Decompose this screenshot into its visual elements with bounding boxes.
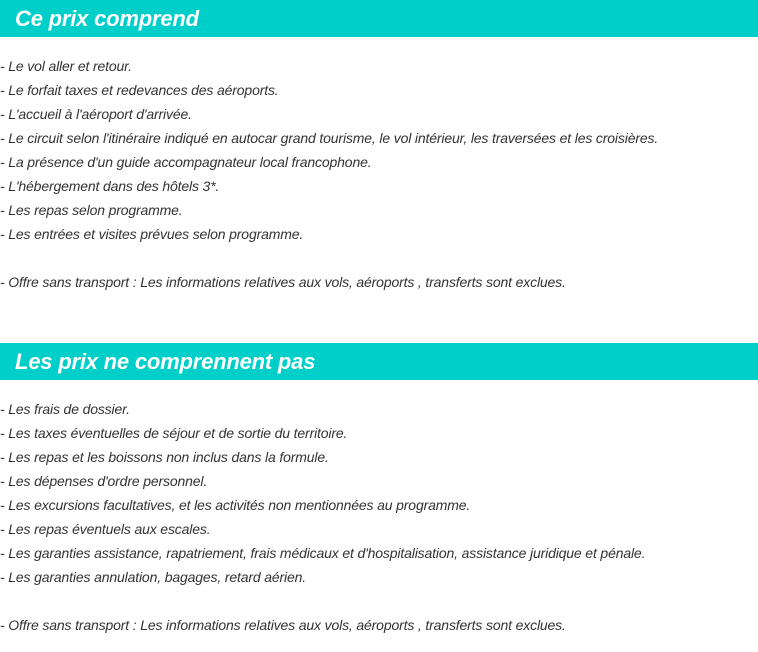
includes-list-item: - Les repas selon programme. xyxy=(0,202,183,218)
includes-transport-note: - Offre sans transport : Les informations relatives aux vols, aéroports , transferts sont exclues. xyxy=(0,274,566,290)
excludes-list-item: - Les repas éventuels aux escales. xyxy=(0,521,211,537)
includes-list-item: - Le circuit selon l'itinéraire indiqué en autocar grand tourisme, le vol intérieur, les traversées et les croisières. xyxy=(0,130,659,146)
includes-list-item: - Le forfait taxes et redevances des aéroports. xyxy=(0,82,279,98)
excludes-list-item: - Les garanties assistance, rapatriement, frais médicaux et d'hospitalisation, assistance juridique et pénale. xyxy=(0,545,646,561)
excludes-list-item: - Les garanties annulation, bagages, retard aérien. xyxy=(0,569,307,585)
includes-list-item: - La présence d'un guide accompagnateur local francophone. xyxy=(0,154,372,170)
includes-list-item: - Le vol aller et retour. xyxy=(0,58,132,74)
excludes-list-item: - Les frais de dossier. xyxy=(0,401,130,417)
excludes-section-header xyxy=(0,343,758,380)
includes-list-item: - L'accueil à l'aéroport d'arrivée. xyxy=(0,106,192,122)
includes-list-item: - Les entrées et visites prévues selon programme. xyxy=(0,226,304,242)
includes-section-title: Ce prix comprend xyxy=(15,6,199,31)
excludes-list-item: - Les dépenses d'ordre personnel. xyxy=(0,473,208,489)
excludes-section-title: Les prix ne comprennent pas xyxy=(15,349,316,374)
excludes-list-item: - Les taxes éventuelles de séjour et de sortie du territoire. xyxy=(0,425,348,441)
excludes-list-item: - Les excursions facultatives, et les activités non mentionnées au programme. xyxy=(0,497,471,513)
excludes-list-item: - Les repas et les boissons non inclus dans la formule. xyxy=(0,449,329,465)
excludes-list xyxy=(0,397,645,589)
includes-section-header xyxy=(0,0,758,37)
includes-list-item: - L'hébergement dans des hôtels 3*. xyxy=(0,178,220,194)
excludes-transport-note: - Offre sans transport : Les informations relatives aux vols, aéroports , transferts sont exclues. xyxy=(0,617,566,633)
includes-list xyxy=(0,54,658,246)
